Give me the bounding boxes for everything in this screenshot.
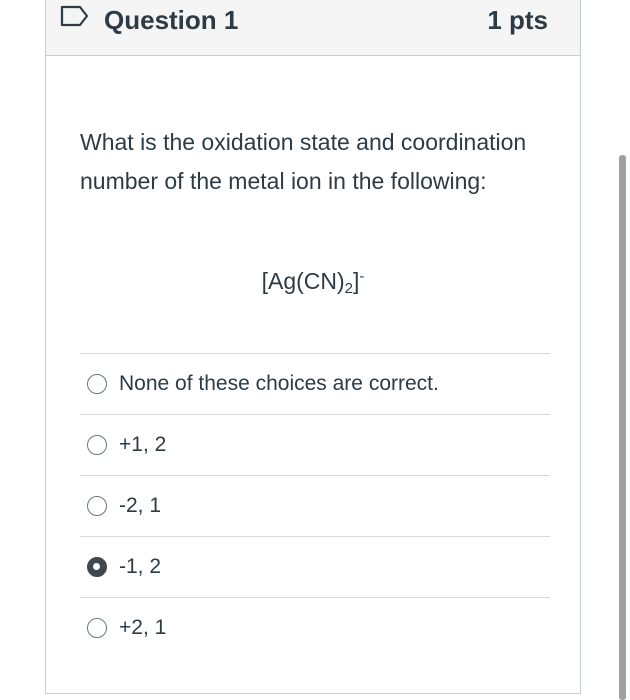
answer-list (80, 353, 550, 658)
formula-superscript: - (359, 268, 365, 285)
radio-button[interactable] (87, 435, 107, 455)
radio-button[interactable] (87, 496, 107, 516)
question-text: What is the oxidation state and coordination number of the metal ion in the following: (80, 129, 527, 194)
formula-subscript: 2 (344, 280, 353, 297)
answer-option[interactable] (80, 536, 550, 597)
radio-button[interactable] (87, 374, 107, 394)
radio-button[interactable] (87, 557, 107, 577)
answer-option[interactable] (80, 353, 550, 414)
question-title: Question 1 (104, 5, 239, 35)
question-header (46, 0, 580, 56)
formula-close: ] (353, 268, 360, 294)
question-points: 1 pts (487, 5, 548, 35)
answer-label[interactable]: +1, 2 (119, 433, 167, 456)
answer-option[interactable] (80, 597, 550, 658)
radio-button[interactable] (87, 618, 107, 638)
scrollbar[interactable] (619, 155, 626, 700)
answer-option[interactable] (80, 414, 550, 475)
answer-label[interactable]: +2, 1 (119, 616, 167, 639)
question-card (45, 0, 581, 694)
answer-label[interactable]: None of these choices are correct. (119, 372, 439, 395)
answer-option[interactable] (80, 475, 550, 536)
answer-label[interactable]: -2, 1 (119, 494, 162, 517)
flag-icon[interactable] (60, 5, 90, 27)
formula-prefix: [Ag(CN) (261, 268, 345, 294)
question-formula (46, 261, 580, 305)
answer-label[interactable]: -1, 2 (119, 555, 162, 578)
